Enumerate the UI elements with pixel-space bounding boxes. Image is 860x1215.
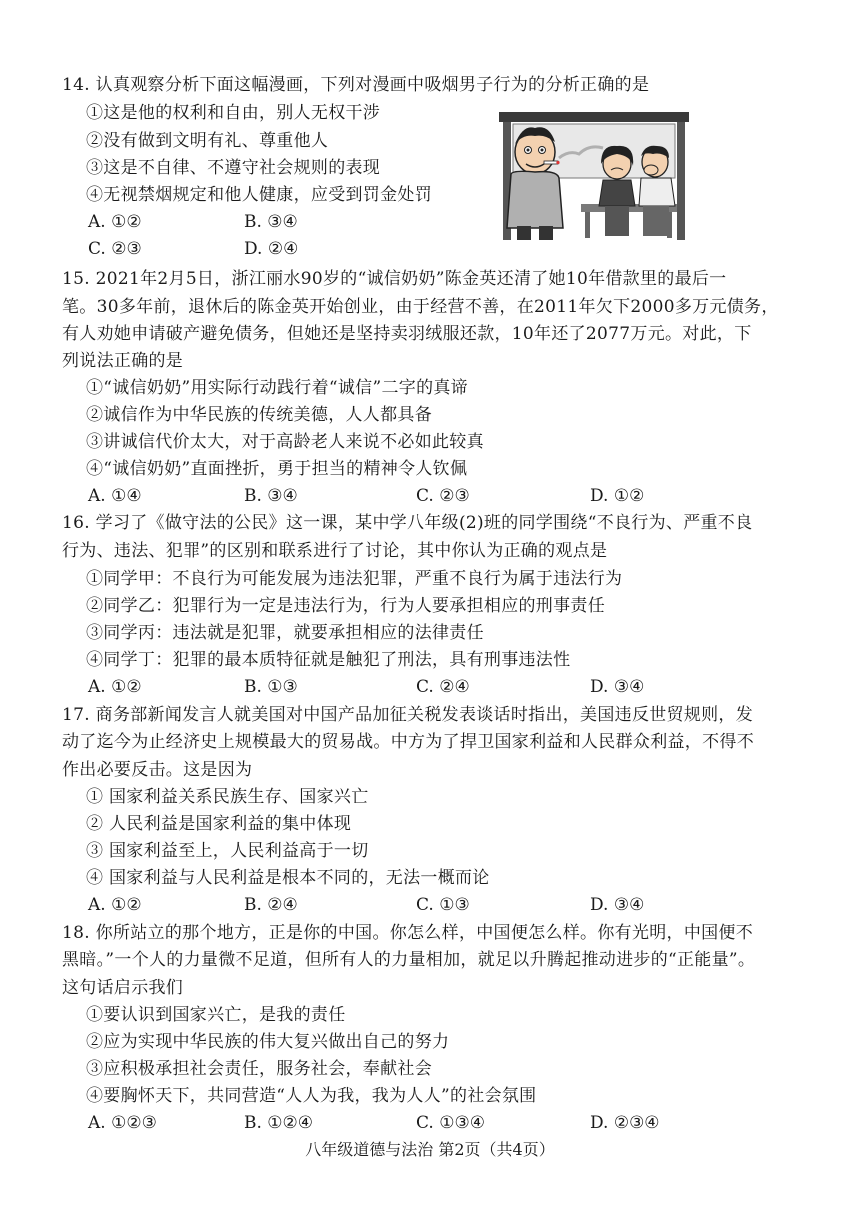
- q15-option-a: A. ①④: [88, 486, 142, 506]
- q18-item-4: ④要胸怀天下，共同营造“人人为我，我为人人”的社会氛围: [86, 1086, 537, 1106]
- q16-item-1: ①同学甲：不良行为可能发展为违法犯罪，严重不良行为属于违法行为: [86, 569, 623, 589]
- q16-item-3: ③同学丙：违法就是犯罪，就要承担相应的法律责任: [86, 623, 484, 643]
- q17-option-a: A. ①②: [88, 895, 142, 915]
- q14-option-b: B. ③④: [244, 212, 298, 232]
- q14-item-3: ③这是不自律、不遵守社会规则的表现: [86, 158, 381, 178]
- q18-stem-line-3: 这句话启示我们: [62, 978, 184, 998]
- q18-option-c: C. ①③④: [416, 1113, 485, 1133]
- q18-option-b: B. ①②④: [244, 1113, 314, 1133]
- q15-stem-line-4: 列说法正确的是: [62, 351, 184, 371]
- q15-stem-line-3: 有人劝她申请破产避免债务，但她还是坚持卖羽绒服还款，10年还了2077万元。对此，下: [62, 324, 752, 344]
- q15-item-4: ④“诚信奶奶”直面挫折，勇于担当的精神令人钦佩: [86, 459, 468, 479]
- q17-stem-line-3: 作出必要反击。这是因为: [62, 760, 253, 780]
- q16-option-b: B. ①③: [244, 677, 298, 697]
- q14-item-4: ④无视禁烟规定和他人健康，应受到罚金处罚: [86, 185, 432, 205]
- q18-stem-line-2: 黑暗。”一个人的力量微不足道，但所有人的力量相加，就足以升腾起推动进步的“正能量”。: [62, 950, 756, 970]
- q18-option-a: A. ①②③: [88, 1113, 157, 1133]
- smoking-man-cartoon: [493, 108, 695, 242]
- q18-option-d: D. ②③④: [590, 1113, 660, 1133]
- q15-stem-line-1: 15. 2021年2月5日，浙江丽水90岁的“诚信奶奶”陈金英还清了她10年借款里的最后一: [62, 269, 727, 289]
- q16-stem-line-1: 16. 学习了《做守法的公民》这一课，某中学八年级(2)班的同学围绕“不良行为、严重不良: [62, 513, 753, 533]
- q18-item-2: ②应为实现中华民族的伟大复兴做出自己的努力: [86, 1032, 450, 1052]
- q16-option-a: A. ①②: [88, 677, 142, 697]
- q18-item-3: ③应积极承担社会责任，服务社会，奉献社会: [86, 1059, 432, 1079]
- q17-item-4: ④ 国家利益与人民利益是根本不同的，无法一概而论: [86, 868, 490, 888]
- q17-option-c: C. ①③: [416, 895, 470, 915]
- q17-option-b: B. ②④: [244, 895, 298, 915]
- q16-option-c: C. ②④: [416, 677, 470, 697]
- q14-stem: 14. 认真观察分析下面这幅漫画，下列对漫画中吸烟男子行为的分析正确的是: [62, 75, 650, 95]
- q17-stem-line-1: 17. 商务部新闻发言人就美国对中国产品加征关税发表谈话时指出，美国违反世贸规则，发: [62, 705, 754, 725]
- q14-item-2: ②没有做到文明有礼、尊重他人: [86, 131, 329, 151]
- q15-stem-line-2: 笔。30多年前，退休后的陈金英开始创业，由于经营不善，在2011年欠下2000多万元债务，: [62, 297, 779, 317]
- q16-item-2: ②同学乙：犯罪行为一定是违法行为，行为人要承担相应的刑事责任: [86, 596, 605, 616]
- q14-option-a: A. ①②: [88, 212, 142, 232]
- q17-item-2: ② 人民利益是国家利益的集中体现: [86, 814, 352, 834]
- q16-option-d: D. ③④: [590, 677, 645, 697]
- q16-item-4: ④同学丁：犯罪的最本质特征就是触犯了刑法，具有刑事违法性: [86, 650, 571, 670]
- q15-item-1: ①“诚信奶奶”用实际行动践行着“诚信”二字的真谛: [86, 378, 468, 398]
- q14-option-c: C. ②③: [88, 239, 142, 259]
- q15-option-c: C. ②③: [416, 486, 470, 506]
- q14-item-1: ①这是他的权利和自由，别人无权干涉: [86, 103, 381, 123]
- q17-stem-line-2: 动了迄今为止经济史上规模最大的贸易战。中方为了捍卫国家利益和人民群众利益，不得不: [62, 732, 754, 752]
- q15-option-d: D. ①②: [590, 486, 645, 506]
- q16-stem-line-2: 行为、违法、犯罪”的区别和联系进行了讨论，其中你认为正确的观点是: [62, 541, 608, 561]
- q15-item-2: ②诚信作为中华民族的传统美德，人人都具备: [86, 405, 432, 425]
- q17-option-d: D. ③④: [590, 895, 645, 915]
- q15-option-b: B. ③④: [244, 486, 298, 506]
- q15-item-3: ③讲诚信代价太大，对于高龄老人来说不必如此较真: [86, 432, 484, 452]
- q18-stem-line-1: 18. 你所站立的那个地方，正是你的中国。你怎么样，中国便怎么样。你有光明，中国便不: [62, 923, 754, 943]
- q17-item-3: ③ 国家利益至上，人民利益高于一切: [86, 841, 369, 861]
- q14-option-d: D. ②④: [244, 239, 299, 259]
- q17-item-1: ① 国家利益关系民族生存、国家兴亡: [86, 787, 369, 807]
- page-footer: 八年级道德与法治 第2页（共4页）: [305, 1140, 555, 1159]
- q18-item-1: ①要认识到国家兴亡，是我的责任: [86, 1005, 346, 1025]
